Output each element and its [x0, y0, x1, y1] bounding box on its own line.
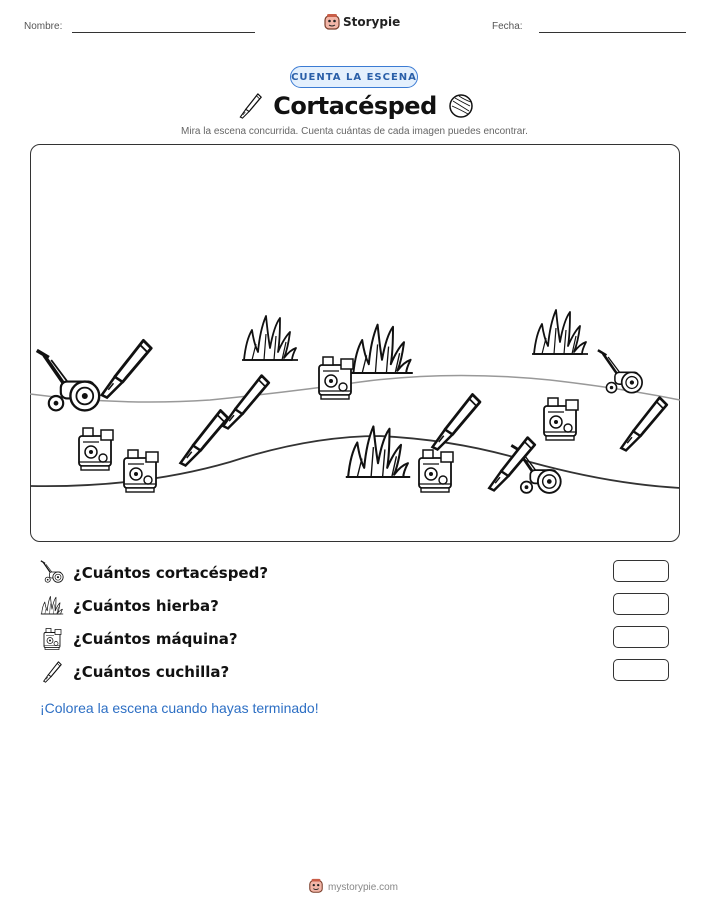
scene-frame: [30, 144, 680, 542]
scene-illustration: [30, 144, 680, 542]
activity-badge: CUENTA LA ESCENA: [290, 66, 418, 88]
blade-3: [223, 375, 269, 428]
question-grass: ¿Cuántos hierba?: [73, 597, 219, 615]
question-lawnmower: ¿Cuántos cortacésped?: [73, 564, 269, 582]
footer-logo-icon: [308, 878, 324, 894]
machine-3: [124, 450, 158, 492]
footer-site[interactable]: mystorypie.com: [328, 882, 399, 893]
grass-4: [345, 426, 409, 477]
blade-4: [432, 394, 480, 449]
pencil-icon: [234, 92, 262, 120]
question-machine: ¿Cuántos máquina?: [73, 630, 238, 648]
grass-icon: [40, 594, 64, 618]
machine-4: [419, 450, 453, 492]
blade-2: [180, 410, 228, 465]
date-field-line[interactable]: [539, 32, 686, 33]
instructions-subtitle: Mira la escena concurrida. Cuenta cuántas de cada imagen puedes encontrar.: [181, 126, 528, 137]
answer-box-machine[interactable]: [613, 626, 669, 648]
machine-1: [319, 357, 353, 399]
machine-icon: [40, 627, 64, 651]
name-field-line[interactable]: [72, 32, 255, 33]
grass-2: [351, 324, 413, 372]
machine-5: [544, 398, 578, 440]
answer-box-lawnmower[interactable]: [613, 560, 669, 582]
name-label: Nombre:: [24, 21, 63, 32]
grass-3: [532, 310, 588, 354]
answer-box-blade[interactable]: [613, 659, 669, 681]
blade-1: [101, 340, 150, 397]
blade-6: [621, 397, 667, 450]
mower-1: [36, 350, 98, 410]
page-title: Cortacésped: [273, 92, 437, 120]
ball-icon: [448, 93, 474, 119]
date-label: Fecha:: [492, 21, 523, 32]
blade-icon: [40, 660, 64, 684]
answer-box-grass[interactable]: [613, 593, 669, 615]
machine-2: [79, 428, 113, 470]
grass-1: [242, 316, 298, 360]
storypie-logo-icon: [323, 13, 341, 31]
coloring-note: ¡Colorea la escena cuando hayas terminado!: [40, 700, 319, 716]
question-blade: ¿Cuántos cuchilla?: [73, 663, 230, 681]
lawnmower-icon: [40, 560, 64, 584]
brand-name: Storypie: [343, 15, 401, 29]
